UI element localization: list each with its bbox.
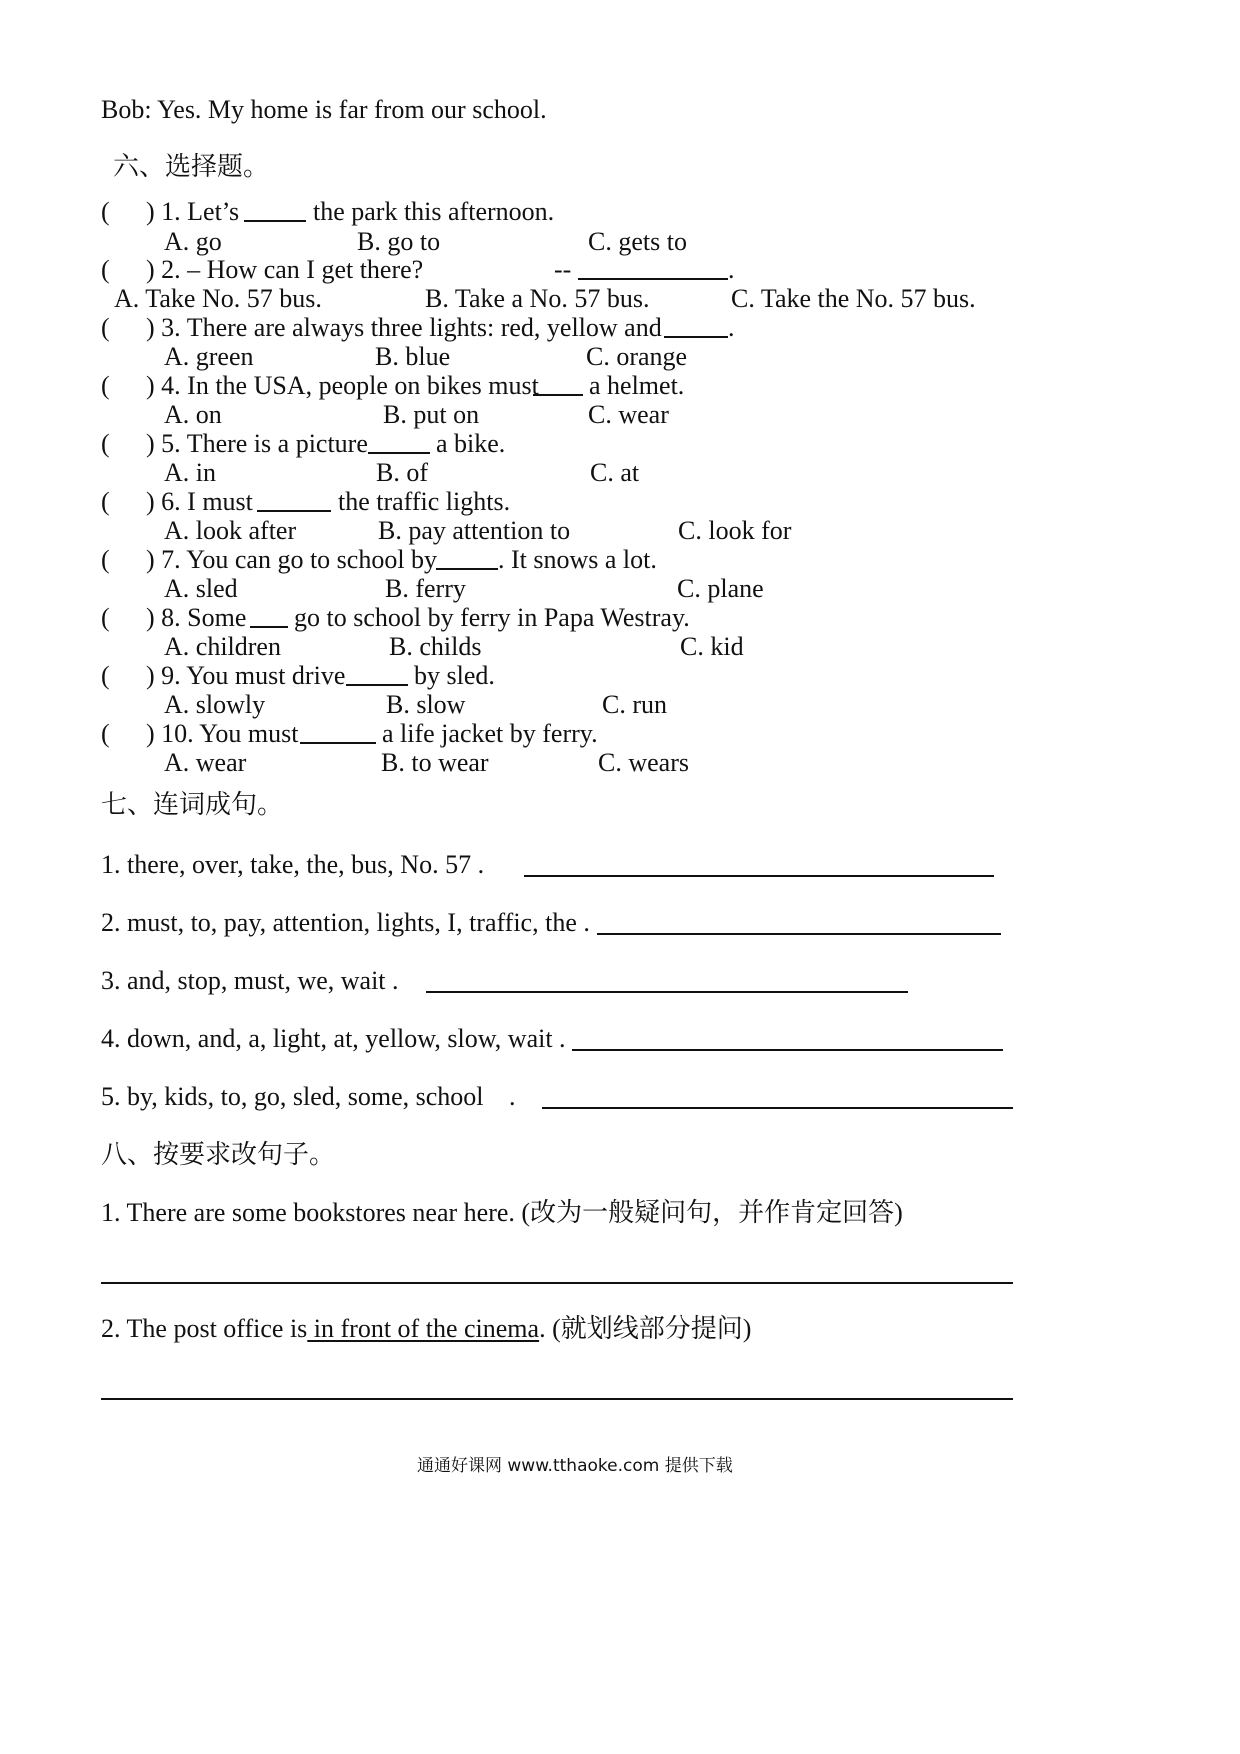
- q7-stem-after: . It snows a lot.: [498, 545, 657, 574]
- q4-option-a: A. on: [164, 400, 222, 429]
- q8-option-a: A. children: [164, 632, 281, 661]
- q8-option-c: C. kid: [680, 632, 744, 661]
- q1-blank: [244, 220, 306, 222]
- q8-option-b: B. childs: [389, 632, 482, 661]
- section7-answer-line-1[interactable]: [524, 875, 994, 877]
- section7-item-1: 1. there, over, take, the, bus, No. 57 .: [101, 850, 485, 879]
- q10-paren: (: [101, 719, 110, 748]
- section7-item-5-period: .: [509, 1082, 516, 1111]
- q3-option-b: B. blue: [375, 342, 451, 371]
- q2-option-b: B. Take a No. 57 bus.: [425, 284, 650, 313]
- q8-paren: (: [101, 603, 110, 632]
- section6-heading: 六、选择题。: [113, 152, 270, 182]
- section7-item-4: 4. down, and, a, light, at, yellow, slow, wait .: [101, 1024, 566, 1053]
- q8-stem-after: go to school by ferry in Papa Westray.: [294, 603, 690, 632]
- q4-blank: [533, 394, 583, 396]
- q3-stem: ) 3. There are always three lights: red, yellow and: [146, 313, 662, 342]
- section8-answer-line-2[interactable]: [101, 1398, 1013, 1400]
- q9-stem-after: by sled.: [414, 661, 495, 690]
- section7-answer-line-4[interactable]: [572, 1049, 1003, 1051]
- q10-blank: [300, 742, 376, 744]
- q6-blank: [257, 510, 331, 512]
- q7-blank: [436, 568, 498, 570]
- q4-option-b: B. put on: [383, 400, 480, 429]
- q6-option-a: A. look after: [164, 516, 297, 545]
- q5-option-a: A. in: [164, 458, 216, 487]
- q1-option-a: A. go: [164, 227, 222, 256]
- intro-line: Bob: Yes. My home is far from our school.: [101, 95, 547, 124]
- section8-item-2-after: . (就划线部分提问): [539, 1314, 752, 1343]
- q3-paren: (: [101, 313, 110, 342]
- q10-option-c: C. wears: [598, 748, 689, 777]
- footer-credit: 通通好课网 www.tthaoke.com 提供下载: [417, 1456, 733, 1476]
- section8-item-2-before: 2. The post office is: [101, 1314, 308, 1343]
- q2-option-a: A. Take No. 57 bus.: [114, 284, 322, 313]
- q1-stem: ) 1. Let’s: [146, 197, 240, 226]
- q6-option-b: B. pay attention to: [378, 516, 571, 545]
- section8-item-2: [101, 1314, 751, 1344]
- q2-blank: [578, 278, 728, 280]
- q5-stem: ) 5. There is a picture: [146, 429, 368, 458]
- q7-option-c: C. plane: [677, 574, 764, 603]
- q9-option-b: B. slow: [386, 690, 466, 719]
- q4-stem-after: a helmet.: [589, 371, 685, 400]
- q4-stem: ) 4. In the USA, people on bikes must: [146, 371, 539, 400]
- q2-dash: --: [554, 255, 572, 284]
- q10-option-b: B. to wear: [381, 748, 489, 777]
- q3-option-c: C. orange: [586, 342, 688, 371]
- q6-paren: (: [101, 487, 110, 516]
- section7-answer-line-5[interactable]: [542, 1107, 1013, 1109]
- q4-option-c: C. wear: [588, 400, 669, 429]
- section7-item-5: 5. by, kids, to, go, sled, some, school: [101, 1082, 484, 1111]
- q9-blank: [346, 684, 408, 686]
- q8-blank: [250, 626, 288, 628]
- section7-heading: 七、连词成句。: [101, 790, 284, 820]
- section8-item-2-underlined: in front of the cinema: [307, 1314, 540, 1343]
- q2-stem: ) 2. – How can I get there?: [146, 255, 424, 284]
- q2-end: .: [728, 255, 735, 284]
- q5-option-b: B. of: [376, 458, 428, 487]
- q7-option-b: B. ferry: [385, 574, 466, 603]
- q4-paren: (: [101, 371, 110, 400]
- q6-option-c: C. look for: [678, 516, 792, 545]
- q9-option-c: C. run: [602, 690, 667, 719]
- q9-option-a: A. slowly: [164, 690, 266, 719]
- q2-paren: (: [101, 255, 110, 284]
- q3-end: .: [728, 313, 735, 342]
- section8-heading: 八、按要求改句子。: [101, 1140, 336, 1170]
- q7-stem: ) 7. You can go to school by: [146, 545, 438, 574]
- q5-option-c: C. at: [590, 458, 640, 487]
- q7-paren: (: [101, 545, 110, 574]
- q5-stem-after: a bike.: [436, 429, 506, 458]
- q3-option-a: A. green: [164, 342, 254, 371]
- section7-answer-line-3[interactable]: [426, 991, 908, 993]
- q9-stem: ) 9. You must drive: [146, 661, 346, 690]
- q1-paren: (: [101, 197, 110, 226]
- section7-answer-line-2[interactable]: [597, 933, 1001, 935]
- section8-item-1: 1. There are some bookstores near here. (改为一般疑问句，并作肯定回答): [101, 1198, 903, 1227]
- q5-paren: (: [101, 429, 110, 458]
- section8-answer-line-1[interactable]: [101, 1282, 1013, 1284]
- section7-item-3: 3. and, stop, must, we, wait .: [101, 966, 399, 995]
- q6-stem: ) 6. I must: [146, 487, 253, 516]
- q1-option-b: B. go to: [357, 227, 441, 256]
- q1-option-c: C. gets to: [588, 227, 687, 256]
- q1-stem-after: the park this afternoon.: [313, 197, 555, 226]
- q10-stem-after: a life jacket by ferry.: [382, 719, 598, 748]
- section7-item-2: 2. must, to, pay, attention, lights, I, traffic, the .: [101, 908, 590, 937]
- q7-option-a: A. sled: [164, 574, 238, 603]
- q6-stem-after: the traffic lights.: [338, 487, 511, 516]
- q3-blank: [664, 336, 728, 338]
- q9-paren: (: [101, 661, 110, 690]
- q5-blank: [368, 452, 430, 454]
- q8-stem: ) 8. Some: [146, 603, 247, 632]
- q10-option-a: A. wear: [164, 748, 247, 777]
- q2-option-c: C. Take the No. 57 bus.: [731, 284, 976, 313]
- q10-stem: ) 10. You must: [146, 719, 299, 748]
